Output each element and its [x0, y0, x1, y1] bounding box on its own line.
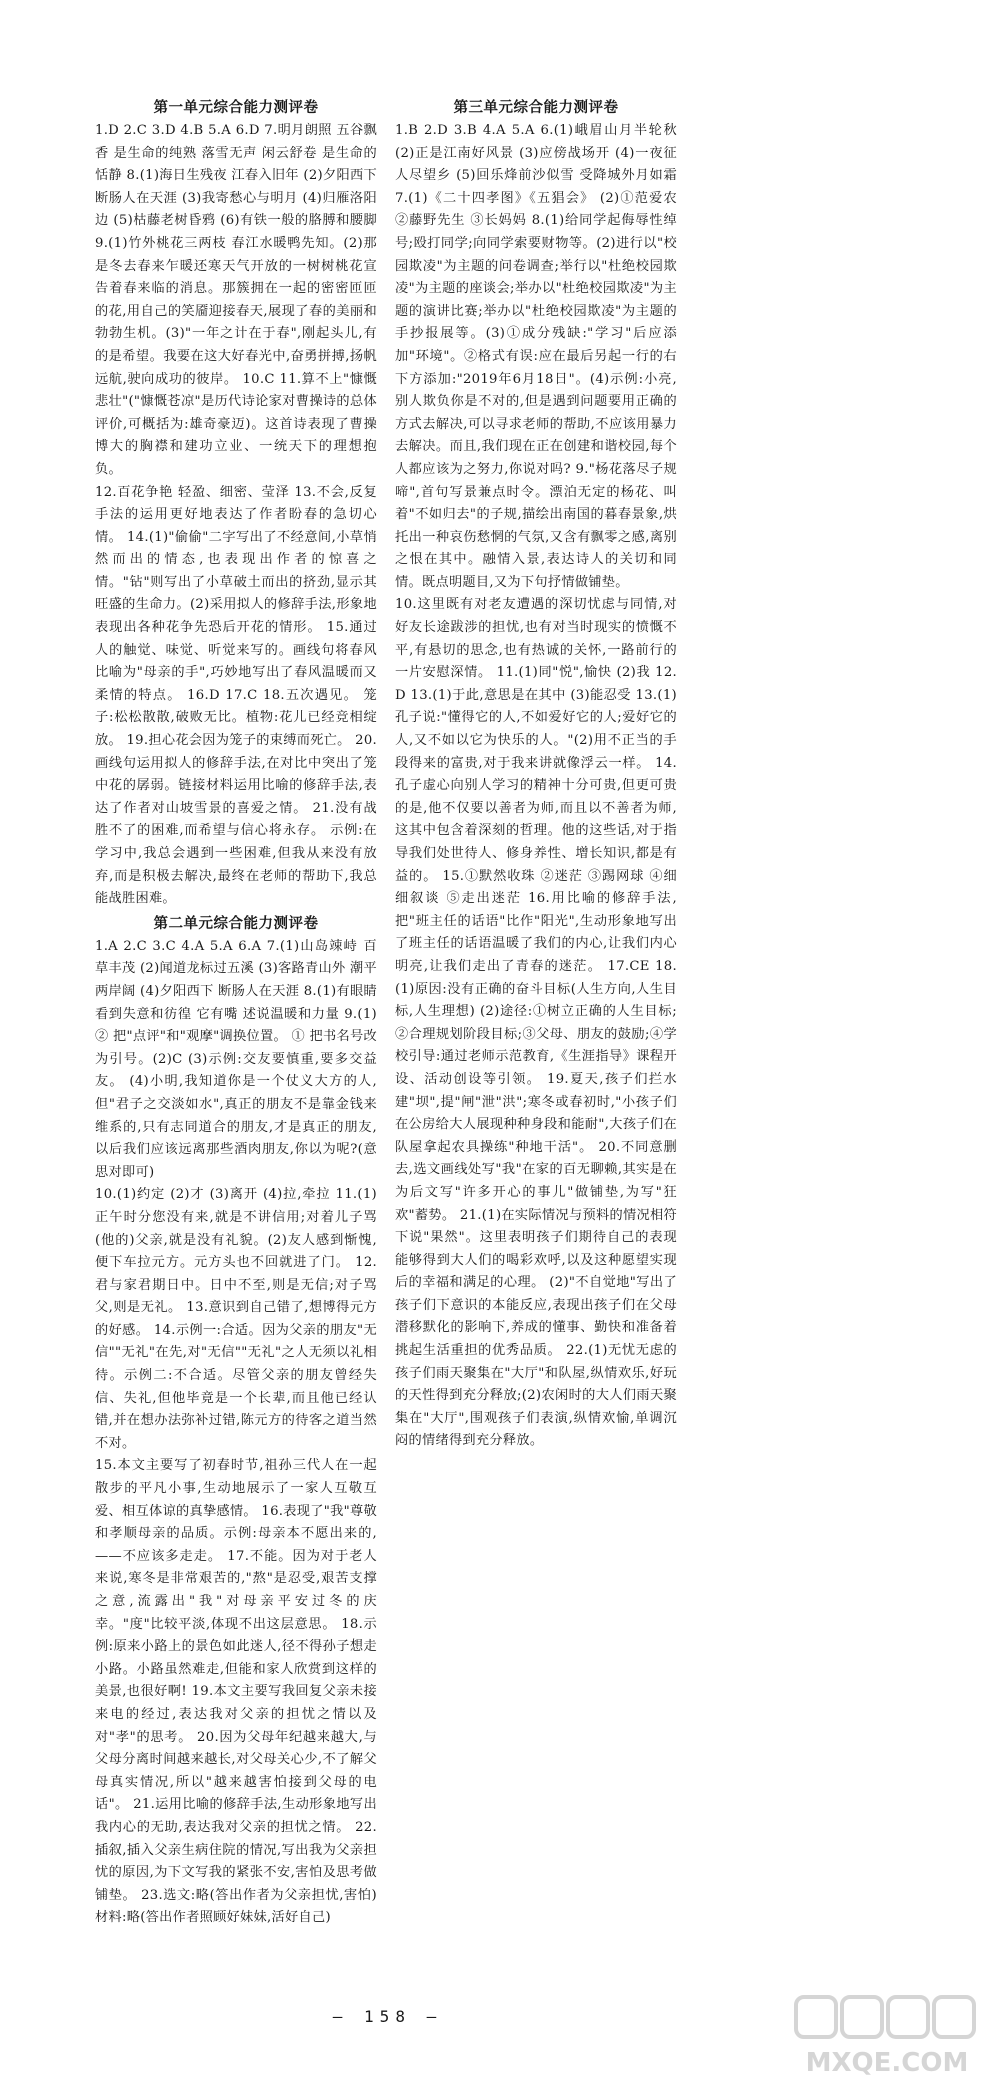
watermark-text: MXQE.COM [805, 2048, 969, 2078]
unit-3-paragraph: 1.B 2.D 3.B 4.A 5.A 6.(1)峨眉山月半轮秋 (2)正是江南好风景 (3)应傍战场开 (4)一夜征人尽望乡 (5)回乐烽前沙似雪 受降城外月如霜 7.(1)《二十四孝图》《五猖会》 (2)①范爱农 ②藤野先生 ③长妈妈 8.(1)给同学起侮辱性绰号;殴打同学;向同学索要财物等。(2)进行以"校园欺凌"为主题的问卷调查;举行以"杜绝校园欺凌"为主题的座谈会;举办以"杜绝校园欺凌"为主题的演讲比赛;举办以"杜绝校园欺凌"为主题的手抄报展等。(3)①成分残缺:"学习"后应添加"环境"。②格式有误:应在最后另起一行的右下方添加:"2019年6月18日"。(4)示例:小亮,别人欺负你是不对的,但是遇到问题要用正确的方式去解决,可以寻求老师的帮助,不应该用暴力去解决。而且,我们现在正在创建和谐校园,每个人都应该为之努力,你说对吗? 9."杨花落尽子规啼",首句写景兼点时令。漂泊无定的杨花、叫着"不如归去"的子规,描绘出南国的暮春景象,烘托出一种哀伤愁惘的气氛,又含有飘零之感,离别之恨在其中。融情入景,表达诗人的关切和同情。既点明题目,又为下句抒情做铺垫。 [395, 123, 677, 590]
answer-page [95, 95, 680, 2040]
page-number: — 158 — [332, 2007, 443, 2026]
unit-2-paragraph: 15.本文主要写了初春时节,祖孙三代人在一起散步的平凡小事,生动地展示了一家人互敬互爱、相互体谅的真挚感情。 16.表现了"我"尊敬和孝顺母亲的品质。示例:母亲本不愿出来的,——不应该多走走。 17.不能。因为对于老人来说,寒冬是非常艰苦的,"熬"是忍受,艰苦支撑之意,流露出"我"对母亲平安过冬的庆幸。"度"比较平淡,体现不出这层意思。 18.示例:原来小路上的景色如此迷人,径不得孙子想走小路。小路虽然难走,但能和家人欣赏到这样的美景,也很好啊! 19.本文主要写我回复父亲未接来电的经过,表达我对父亲的担忧之情以及对"孝"的思考。 20.因为父母年纪越来越大,与父母分离时间越来越长,对父母关心少,不了解父母真实情况,所以"越来越害怕接到父母的电话"。 21.运用比喻的修辞手法,生动形象地写出我内心的无助,表达我对父亲的担忧之情。 22.插叙,插入父亲生病住院的情况,写出我为父亲担忧的原因,为下文写我的紧张不安,害怕及思考做铺垫。 23.选文:略(答出作者为父亲担忧,害怕) 材料:略(答出作者照顾好妹妹,活好自己) [95, 1458, 377, 1926]
section-title-unit-1: 第一单元综合能力测评卷 [153, 99, 319, 116]
left-column [95, 95, 377, 1995]
section-title-unit-3: 第三单元综合能力测评卷 [453, 99, 619, 116]
unit-1-paragraph: 1.D 2.C 3.D 4.B 5.A 6.D 7.明月朗照 五谷飘香 是生命的纯熟 落雪无声 闲云舒卷 是生命的恬静 8.(1)海日生残夜 江春入旧年 (2)夕阳西下 断肠人在天涯 (3)我寄愁心与明月 (4)归雁洛阳边 (5)枯藤老树昏鸦 (6)有铁一般的胳膊和腰脚 9.(1)竹外桃花三两枝 春江水暖鸭先知。(2)那是冬去春来乍暖还寒天气开放的一树树桃花宣告着春来临的消息。那簇拥在一起的密密匝匝的花,用自己的笑靥迎接春天,展现了春的美丽和勃勃生机。(3)"一年之计在于春",刚起头儿,有的是希望。我要在这大好春光中,奋勇拼搏,扬帆远航,驶向成功的彼岸。 10.C 11.算不上"慷慨悲壮"("慷慨苍凉"是历代诗论家对曹操诗的总体评价,可概括为:雄奇豪迈)。这首诗表现了曹操博大的胸襟和建功立业、一统天下的理想抱负。 [95, 123, 377, 477]
unit-3-paragraph: 10.这里既有对老友遭遇的深切忧虑与同情,对好友长途跋涉的担忧,也有对当时现实的愤慨不平,有悬切的思念,也有热诚的关怀,一路前行的一片安慰深情。 11.(1)同"悦",愉快 (2)我 12.D 13.(1)于此,意思是在其中 (3)能忍受 13.(1)孔子说:"懂得它的人,不如爱好它的人;爱好它的人,又不如以它为快乐的人。"(2)用不正当的手段得来的富贵,对于我来讲就像浮云一样。 14.孔子虚心向别人学习的精神十分可贵,但更可贵的是,他不仅要以善者为师,而且以不善者为师,这其中包含着深刻的哲理。他的这些话,对于指导我们处世待人、修身养性、增长知识,都是有益的。 15.①默然收珠 ②迷茫 ③踢网球 ④细细叙谈 ⑤走出迷茫 16.用比喻的修辞手法,把"班主任的话语"比作"阳光",生动形象地写出了班主任的话语温暖了我们的内心,让我们内心明亮,让我们走出了青春的迷茫。 17.CE 18.(1)原因:没有正确的奋斗目标(人生方向,人生目标,人生理想) (2)途径:①树立正确的人生目标;②合理规划阶段目标;③父母、朋友的鼓励;④学校引导:通过老师示范教育,《生涯指导》课程开设、活动创设等引领。 19.夏天,孩子们拦水建"坝",提"闸"泄"洪";寒冬或春初时,"小孩子们在公房给大人展现种种身段和能耐",大孩子们在队屋拿起农具操练"种地干活"。 20.不同意删去,选文画线处写"我"在家的百无聊赖,其实是在为后文写"许多开心的事儿"做铺垫,为写"狂欢"蓄势。 21.(1)在实际情况与预料的情况相符下说"果然"。这里表明孩子们期待自己的表现能够得到大人们的喝彩欢呼,以及这种愿望实现后的幸福和满足的心理。 (2)"不自觉地"写出了孩子们下意识的本能反应,表现出孩子们在父母潜移默化的影响下,养成的懂事、勤快和准备着挑起生活重担的优秀品质。 22.(1)无忧无虑的孩子们雨天聚集在"大厅"和队屋,纵情欢乐,好玩的天性得到充分释放;(2)农闲时的大人们雨天聚集在"大厅",围观孩子们表演,纵情欢愉,单调沉闷的情绪得到充分释放。 [395, 597, 677, 1449]
unit-2-paragraph: 10.(1)约定 (2)才 (3)离开 (4)拉,牵拉 11.(1)正午时分您没有来,就是不讲信用;对着儿子骂(他的)父亲,就是没有礼貌。(2)友人感到惭愧,便下车拉元方。元方头也不回就进了门。 12.君与家君期日中。日中不至,则是无信;对子骂父,则是无礼。 13.意识到自己错了,想博得元方的好感。 14.示例一:合适。因为父亲的朋友"无信""无礼"在先,对"无信""无礼"之人无须以礼相待。示例二:不合适。尽管父亲的朋友曾经失信、失礼,但他毕竟是一个长辈,而且他已经认错,并在想办法弥补过错,陈元方的待客之道当然不对。 [95, 1187, 377, 1451]
unit-1-paragraph: 12.百花争艳 轻盈、细密、莹泽 13.不会,反复手法的运用更好地表达了作者盼春的急切心情。 14.(1)"偷偷"二字写出了不经意间,小草悄然而出的情态,也表现出作者的惊喜之情。"钻"则写出了小草破土而出的挤劲,显示其旺盛的生命力。(2)采用拟人的修辞手法,形象地表现出各种花争先恐后开花的情形。 15.通过人的触觉、味觉、听觉来写的。画线句将春风比喻为"母亲的手",巧妙地写出了春风温暖而又柔情的特点。 16.D 17.C 18.五次遇见。 笼子:松松散散,破败无比。植物:花儿已经竞相绽放。 19.担心花会因为笼子的束缚而死亡。 20.画线句运用拟人的修辞手法,在对比中突出了笼中花的孱弱。链接材料运用比喻的修辞手法,表达了作者对山坡雪景的喜爱之情。 21.没有战胜不了的困难,而希望与信心将永存。 示例:在学习中,我总会遇到一些困难,但我从来没有放弃,而是积极去解决,最终在老师的帮助下,我总能战胜困难。 [95, 484, 377, 907]
right-column [395, 95, 677, 1995]
unit-2-paragraph: 1.A 2.C 3.C 4.A 5.A 6.A 7.(1)山岛竦峙 百草丰茂 (2)闻道龙标过五溪 (3)客路青山外 潮平两岸阔 (4)夕阳西下 断肠人在天涯 8.(1)有眼睛 看到失意和彷徨 它有嘴 述说温暖和力量 9.(1)② 把"点评"和"观摩"调换位置。 ① 把书名号改为引号。(2)C (3)示例:交友要慎重,要多交益友。 (4)小明,我知道你是一个仗义大方的人,但"君子之交淡如水",真正的朋友不是靠金钱来维系的,只有志同道合的朋友,才是真正的朋友,以后我们应该远离那些酒肉朋友,你以为呢?(意思对即可) [95, 938, 377, 1180]
section-title-unit-2: 第二单元综合能力测评卷 [153, 914, 319, 932]
watermark-logo-icon [792, 1989, 982, 2084]
